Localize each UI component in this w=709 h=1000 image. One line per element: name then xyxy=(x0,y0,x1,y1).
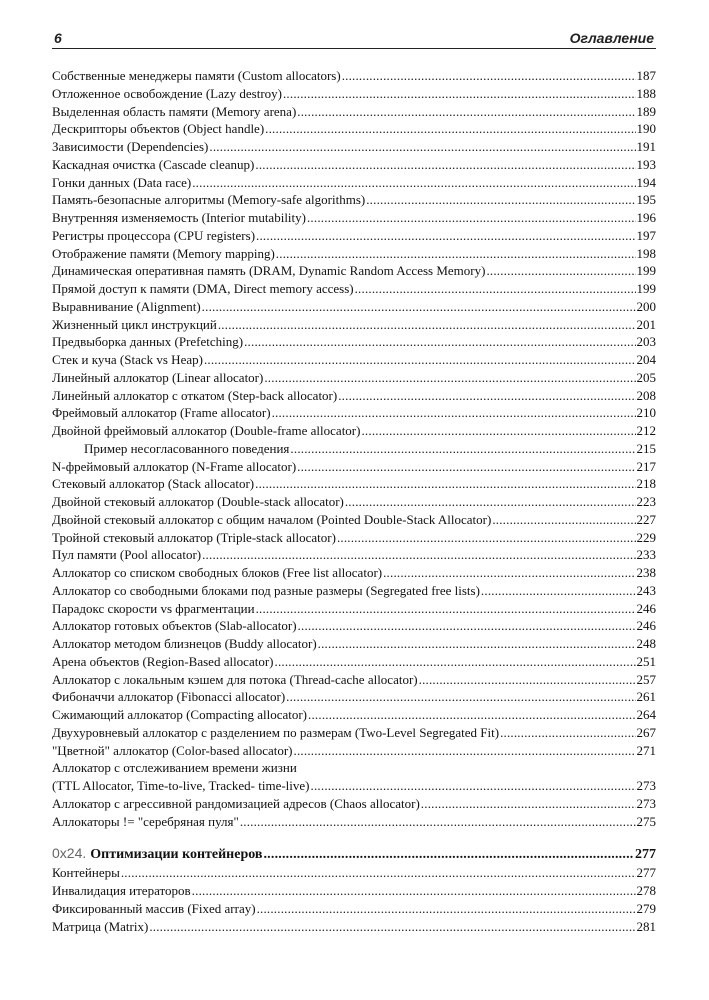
toc-entry-page-number: 188 xyxy=(636,85,656,101)
leader-dots xyxy=(202,298,636,316)
toc-entry-title: Динамическая оперативная память (DRAM, Dynamic Random Access Memory) xyxy=(52,263,486,279)
leader-dots xyxy=(342,67,636,85)
toc-chapter-heading[interactable] xyxy=(52,842,656,864)
leader-dots xyxy=(486,262,635,280)
toc-entry[interactable] xyxy=(52,85,656,103)
toc-entry[interactable] xyxy=(52,493,656,511)
toc-entry-page-number: 200 xyxy=(636,298,656,314)
toc-entry-page-number: 187 xyxy=(636,68,656,83)
leader-dots xyxy=(318,635,636,653)
chapter-page-number: 277 xyxy=(635,847,656,863)
leader-dots xyxy=(338,387,635,405)
toc-entry-page-number: 275 xyxy=(636,813,656,829)
toc-entry-page-number: 223 xyxy=(636,494,656,509)
leader-dots xyxy=(192,174,635,192)
toc-entry-page-number: 246 xyxy=(636,618,656,634)
table-of-contents xyxy=(52,67,656,935)
leader-dots xyxy=(209,138,635,156)
toc-entry[interactable] xyxy=(52,404,656,422)
toc-entry[interactable] xyxy=(52,440,656,458)
toc-section-containers xyxy=(52,864,656,935)
toc-entry-page-number: 208 xyxy=(636,387,656,403)
toc-entry[interactable] xyxy=(52,653,656,671)
leader-dots xyxy=(492,511,635,529)
toc-entry-page-number: 193 xyxy=(636,156,656,172)
toc-entry-page-number: 203 xyxy=(636,334,656,350)
leader-dots xyxy=(121,864,636,882)
toc-entry-page-number: 264 xyxy=(636,707,656,722)
toc-entry-page-number: 261 xyxy=(636,689,656,705)
toc-entry-page-number: 243 xyxy=(636,582,656,598)
leader-dots xyxy=(263,844,634,866)
chapter-prefix: 0x24. xyxy=(52,845,87,862)
leader-dots xyxy=(383,564,635,582)
toc-entry-title: Выравнивание (Alignment) xyxy=(52,298,201,314)
toc-entry[interactable] xyxy=(52,103,656,121)
toc-entry-page-number: 273 xyxy=(636,795,656,811)
toc-entry-page-number: 273 xyxy=(636,778,656,793)
leader-dots xyxy=(244,333,635,351)
toc-entry-page-number: 199 xyxy=(636,281,656,296)
page-number: 6 xyxy=(54,30,62,46)
toc-entry-title: Сжимающий аллокатор (Compacting allocator) xyxy=(52,707,308,722)
leader-dots xyxy=(204,351,636,369)
toc-entry-title: Память-безопасные алгоритмы (Memory-safe algorithms) xyxy=(52,192,366,208)
toc-entry-title: N-фреймовый аллокатор (N-Frame allocator) xyxy=(52,458,297,474)
toc-entry-title: Выделенная область памяти (Memory arena) xyxy=(52,103,297,119)
leader-dots xyxy=(255,475,635,493)
toc-entry-title: Регистры процессора (CPU registers) xyxy=(52,227,256,243)
leader-dots xyxy=(294,742,636,760)
leader-dots xyxy=(256,227,635,245)
leader-dots xyxy=(298,617,636,635)
toc-entry[interactable] xyxy=(52,298,656,316)
toc-entry-page-number: 212 xyxy=(636,423,656,438)
toc-entry[interactable] xyxy=(52,706,656,724)
toc-entry-title: Аллокатор со свободными блоками под разные размеры (Segregated free lists) xyxy=(52,582,480,598)
toc-entry-title: Линейный аллокатор с откатом (Step-back allocator) xyxy=(52,387,338,403)
toc-entry-title: Аллокатор со списком свободных блоков (Free list allocator) xyxy=(52,565,383,580)
toc-entry-title: Парадокс скорости vs фрагментации xyxy=(52,600,255,616)
toc-entry-title: Аллокаторы != "серебряная пуля" xyxy=(52,813,239,829)
toc-entry[interactable] xyxy=(52,759,656,777)
toc-entry-page-number: 204 xyxy=(636,352,656,367)
leader-dots xyxy=(255,156,635,174)
toc-entry[interactable] xyxy=(52,635,656,653)
section-title: Оглавление xyxy=(569,30,654,46)
toc-entry-title: Собственные менеджеры памяти (Custom allocators) xyxy=(52,68,341,83)
toc-entry[interactable] xyxy=(52,316,656,334)
toc-entry-page-number: 227 xyxy=(636,511,656,527)
leader-dots xyxy=(419,671,636,689)
toc-entry-title: Пул памяти (Pool allocator) xyxy=(52,547,202,563)
chapter-label xyxy=(52,842,262,866)
toc-entry-page-number: 257 xyxy=(636,671,656,687)
toc-entry-page-number: 210 xyxy=(636,405,656,421)
toc-entry-page-number: 281 xyxy=(636,918,656,934)
toc-entry[interactable] xyxy=(52,600,656,618)
toc-section-allocators xyxy=(52,67,656,830)
toc-entry[interactable] xyxy=(52,227,656,245)
leader-dots xyxy=(240,813,636,831)
page-header xyxy=(52,28,656,49)
chapter-title: Оптимизации контейнеров xyxy=(90,847,263,863)
toc-entry[interactable] xyxy=(52,688,656,706)
leader-dots xyxy=(290,440,635,458)
leader-dots xyxy=(311,777,636,795)
toc-entry-page-number: 251 xyxy=(636,653,656,669)
toc-entry[interactable] xyxy=(52,882,656,900)
toc-entry-title: Внутренняя изменяемость (Interior mutability) xyxy=(52,210,306,225)
leader-dots xyxy=(421,795,636,813)
leader-dots xyxy=(366,191,635,209)
toc-entry[interactable] xyxy=(52,777,656,795)
leader-dots xyxy=(481,582,636,600)
toc-entry-title: Зависимости (Dependencies) xyxy=(52,139,209,154)
leader-dots xyxy=(286,688,635,706)
toc-entry[interactable] xyxy=(52,191,656,209)
toc-entry-page-number: 194 xyxy=(636,174,656,190)
toc-entry[interactable] xyxy=(52,120,656,138)
toc-entry-title: Аллокатор методом близнецов (Buddy allocator) xyxy=(52,636,317,651)
toc-entry[interactable] xyxy=(52,156,656,174)
toc-entry-page-number: 229 xyxy=(636,529,656,545)
toc-entry-page-number: 267 xyxy=(636,724,656,740)
leader-dots xyxy=(256,600,636,618)
toc-entry-title: Двойной фреймовый аллокатор (Double-frame allocator) xyxy=(52,423,361,438)
toc-entry-page-number: 195 xyxy=(636,192,656,208)
leader-dots xyxy=(275,653,636,671)
toc-entry-title: Предвыборка данных (Prefetching) xyxy=(52,334,244,350)
toc-entry-page-number: 199 xyxy=(636,263,656,279)
toc-entry-title: Арена объектов (Region-Based allocator) xyxy=(52,653,274,669)
toc-entry-title: Отложенное освобождение (Lazy destroy) xyxy=(52,85,282,101)
toc-entry-title: Фибоначчи аллокатор (Fibonacci allocator) xyxy=(52,689,286,705)
toc-entry-title: Фиксированный массив (Fixed array) xyxy=(52,900,256,916)
toc-entry-title: Жизненный цикл инструкций xyxy=(52,316,217,332)
toc-entry[interactable] xyxy=(52,369,656,387)
toc-entry-title: "Цветной" аллокатор (Color-based allocator) xyxy=(52,742,293,758)
toc-entry-page-number: 189 xyxy=(636,103,656,119)
toc-entry[interactable] xyxy=(52,795,656,813)
toc-entry-title: Двухуровневый аллокатор с разделением по размерам (Two-Level Segregated Fit) xyxy=(52,724,500,740)
toc-entry[interactable] xyxy=(52,351,656,369)
leader-dots xyxy=(355,280,636,298)
toc-entry-title: Тройной стековый аллокатор (Triple-stack allocator) xyxy=(52,529,336,545)
toc-entry[interactable] xyxy=(52,900,656,918)
leader-dots xyxy=(297,103,635,121)
toc-entry-title: Стек и куча (Stack vs Heap) xyxy=(52,352,203,367)
leader-dots xyxy=(500,724,635,742)
toc-entry[interactable] xyxy=(52,262,656,280)
toc-entry-title: Двойной стековый аллокатор с общим началом (Pointed Double-Stack Allocator) xyxy=(52,511,492,527)
toc-entry-title: Линейный аллокатор (Linear allocator) xyxy=(52,369,264,385)
toc-entry-title: Аллокатор готовых объектов (Slab-allocator) xyxy=(52,618,297,634)
toc-entry-page-number: 238 xyxy=(636,565,656,580)
leader-dots xyxy=(308,706,635,724)
toc-entry[interactable] xyxy=(52,564,656,582)
toc-entry[interactable] xyxy=(52,245,656,263)
toc-entry[interactable] xyxy=(52,864,656,882)
toc-entry-title: Фреймовый аллокатор (Frame allocator) xyxy=(52,405,271,421)
toc-entry[interactable] xyxy=(52,458,656,476)
toc-entry-page-number: 278 xyxy=(636,883,656,898)
toc-entry-title: Пример несогласованного поведения xyxy=(84,440,290,456)
toc-entry-title: Отображение памяти (Memory mapping) xyxy=(52,245,275,261)
toc-entry[interactable] xyxy=(52,582,656,600)
toc-entry-title: Двойной стековый аллокатор (Double-stack allocator) xyxy=(52,494,344,509)
toc-entry-page-number: 246 xyxy=(636,600,656,616)
toc-entry-title: Гонки данных (Data race) xyxy=(52,174,192,190)
toc-entry[interactable] xyxy=(52,742,656,760)
leader-dots xyxy=(337,529,636,547)
toc-entry-page-number: 248 xyxy=(636,636,656,651)
toc-entry-page-number: 271 xyxy=(636,742,656,758)
toc-entry[interactable] xyxy=(52,529,656,547)
toc-entry-title: Контейнеры xyxy=(52,865,120,881)
toc-entry[interactable] xyxy=(52,813,656,831)
toc-entry-page-number: 205 xyxy=(636,369,656,385)
toc-entry-page-number: 279 xyxy=(636,900,656,916)
toc-entry[interactable] xyxy=(52,617,656,635)
toc-entry[interactable] xyxy=(52,387,656,405)
leader-dots xyxy=(265,120,635,138)
toc-entry-page-number: 217 xyxy=(636,458,656,474)
leader-dots xyxy=(361,422,635,440)
leader-dots xyxy=(149,918,635,936)
leader-dots xyxy=(192,882,636,900)
leader-dots xyxy=(257,900,636,918)
toc-entry[interactable] xyxy=(52,280,656,298)
toc-entry[interactable] xyxy=(52,209,656,227)
toc-entry-title: Дескрипторы объектов (Object handle) xyxy=(52,121,265,137)
toc-entry-title: Каскадная очистка (Cascade cleanup) xyxy=(52,156,255,172)
toc-entry-page-number: 198 xyxy=(636,245,656,261)
toc-entry-title: Аллокатор с агрессивной рандомизацией адресов (Chaos allocator) xyxy=(52,795,420,811)
leader-dots xyxy=(307,209,636,227)
leader-dots xyxy=(283,85,636,103)
leader-dots xyxy=(202,546,635,564)
leader-dots xyxy=(264,369,635,387)
toc-entry-title: Инвалидация итераторов xyxy=(52,883,191,898)
toc-entry-page-number: 218 xyxy=(636,476,656,492)
toc-entry-title: Аллокатор с локальным кэшем для потока (Thread-cache allocator) xyxy=(52,671,418,687)
toc-entry-page-number: 233 xyxy=(636,547,656,563)
leader-dots xyxy=(297,458,635,476)
toc-entry-page-number: 190 xyxy=(636,121,656,137)
toc-entry[interactable] xyxy=(52,174,656,192)
toc-entry[interactable] xyxy=(52,67,656,85)
toc-entry[interactable] xyxy=(52,671,656,689)
toc-entry-title: Стековый аллокатор (Stack allocator) xyxy=(52,476,255,492)
toc-entry-page-number: 277 xyxy=(636,865,656,881)
toc-entry-title: (TTL Allocator, Time-to-live, Tracked- time-live) xyxy=(52,778,310,793)
toc-entry[interactable] xyxy=(52,546,656,564)
toc-entry-page-number: 191 xyxy=(636,139,656,154)
toc-entry-page-number: 215 xyxy=(636,440,656,456)
toc-entry-page-number: 197 xyxy=(636,227,656,243)
leader-dots xyxy=(276,245,636,263)
leader-dots xyxy=(272,404,636,422)
toc-entry[interactable] xyxy=(52,475,656,493)
toc-entry-title: Аллокатор с отслеживанием времени жизни xyxy=(52,760,297,776)
toc-entry-title: Матрица (Matrix) xyxy=(52,918,149,934)
toc-entry[interactable] xyxy=(52,138,656,156)
toc-entry[interactable] xyxy=(52,724,656,742)
toc-entry[interactable] xyxy=(52,422,656,440)
leader-dots xyxy=(218,316,636,334)
toc-entry[interactable] xyxy=(52,333,656,351)
toc-entry-title: Прямой доступ к памяти (DMA, Direct memory access) xyxy=(52,281,354,296)
toc-entry[interactable] xyxy=(52,511,656,529)
toc-entry[interactable] xyxy=(52,918,656,936)
toc-entry-page-number: 201 xyxy=(636,316,656,332)
leader-dots xyxy=(345,493,636,511)
toc-entry-page-number: 196 xyxy=(636,210,656,225)
